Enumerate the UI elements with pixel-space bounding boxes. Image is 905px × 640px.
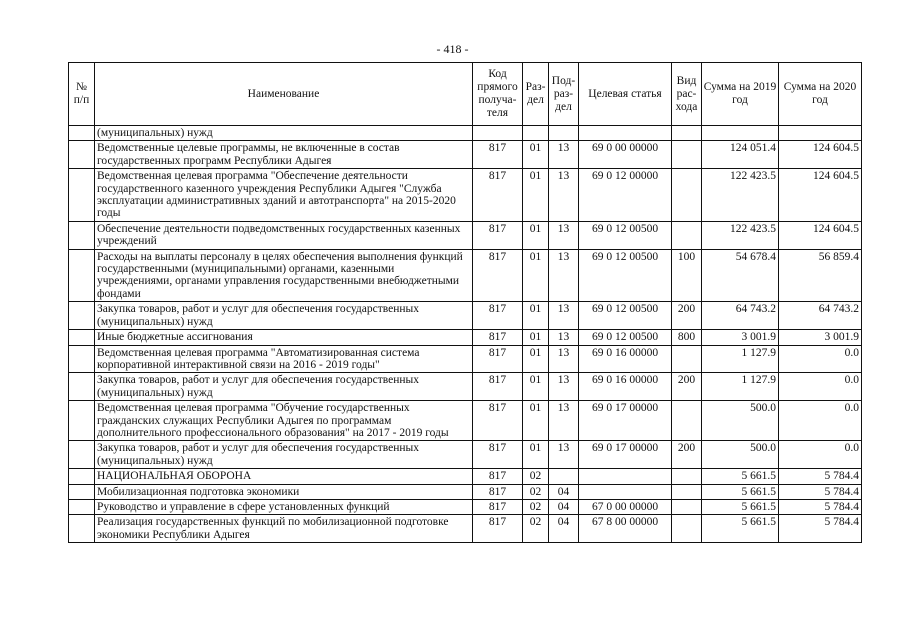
row-sum-2020-cell: 5 784.4 xyxy=(779,469,862,484)
row-podrazdel-cell: 13 xyxy=(549,330,579,345)
table-body xyxy=(69,126,862,543)
row-code-cell: 817 xyxy=(473,302,523,330)
row-num-cell xyxy=(69,499,95,514)
row-num-cell xyxy=(69,221,95,249)
row-sum-2020-cell: 56 859.4 xyxy=(779,249,862,302)
row-article-cell: 69 0 17 00000 xyxy=(579,441,672,469)
table-row xyxy=(69,469,862,484)
table-row xyxy=(69,401,862,441)
row-sum-2020-cell: 124 604.5 xyxy=(779,141,862,169)
row-name-cell: Иные бюджетные ассигнования xyxy=(95,330,473,345)
row-podrazdel-cell: 13 xyxy=(549,169,579,222)
row-podrazdel-cell: 13 xyxy=(549,221,579,249)
table-row xyxy=(69,515,862,543)
header-sum-2019: Сумма на 2019 год xyxy=(702,63,779,126)
row-vid-cell: 200 xyxy=(672,441,702,469)
row-num-cell xyxy=(69,302,95,330)
row-razdel-cell: 02 xyxy=(523,499,549,514)
row-code-cell: 817 xyxy=(473,515,523,543)
table-row xyxy=(69,330,862,345)
row-sum-2020-cell: 5 784.4 xyxy=(779,484,862,499)
row-sum-2019-cell: 500.0 xyxy=(702,401,779,441)
row-vid-cell xyxy=(672,499,702,514)
row-podrazdel-cell xyxy=(549,126,579,141)
row-razdel-cell xyxy=(523,126,549,141)
row-name-cell: Ведомственная целевая программа "Обеспечение деятельности государственного казенного учреждения Республики Адыгея "Служба эксплуатации административных зданий и автотранспорта" на 2015-2020 годы xyxy=(95,169,473,222)
row-razdel-cell: 01 xyxy=(523,169,549,222)
row-sum-2019-cell: 122 423.5 xyxy=(702,169,779,222)
row-code-cell: 817 xyxy=(473,401,523,441)
row-sum-2020-cell: 0.0 xyxy=(779,401,862,441)
row-sum-2019-cell: 122 423.5 xyxy=(702,221,779,249)
row-num-cell xyxy=(69,469,95,484)
row-sum-2019-cell: 64 743.2 xyxy=(702,302,779,330)
header-razdel: Раз-дел xyxy=(523,63,549,126)
table-row xyxy=(69,499,862,514)
row-code-cell: 817 xyxy=(473,249,523,302)
row-article-cell xyxy=(579,469,672,484)
row-name-cell: Ведомственные целевые программы, не включенные в состав государственных программ Республики Адыгея xyxy=(95,141,473,169)
row-code-cell: 817 xyxy=(473,330,523,345)
table-row xyxy=(69,126,862,141)
row-code-cell: 817 xyxy=(473,345,523,373)
row-vid-cell xyxy=(672,469,702,484)
row-num-cell xyxy=(69,330,95,345)
row-article-cell xyxy=(579,126,672,141)
row-article-cell: 69 0 16 00000 xyxy=(579,345,672,373)
row-article-cell: 67 8 00 00000 xyxy=(579,515,672,543)
row-sum-2019-cell: 1 127.9 xyxy=(702,373,779,401)
row-razdel-cell: 01 xyxy=(523,401,549,441)
row-article-cell xyxy=(579,484,672,499)
row-article-cell: 67 0 00 00000 xyxy=(579,499,672,514)
row-num-cell xyxy=(69,373,95,401)
row-article-cell: 69 0 12 00500 xyxy=(579,302,672,330)
row-code-cell: 817 xyxy=(473,221,523,249)
row-num-cell xyxy=(69,441,95,469)
row-razdel-cell: 01 xyxy=(523,221,549,249)
row-sum-2019-cell: 54 678.4 xyxy=(702,249,779,302)
row-razdel-cell: 02 xyxy=(523,515,549,543)
row-name-cell: (муниципальных) нужд xyxy=(95,126,473,141)
table-row xyxy=(69,441,862,469)
row-sum-2019-cell: 5 661.5 xyxy=(702,515,779,543)
row-razdel-cell: 01 xyxy=(523,302,549,330)
row-vid-cell xyxy=(672,345,702,373)
row-vid-cell xyxy=(672,169,702,222)
header-name: Наименование xyxy=(95,63,473,126)
row-vid-cell: 100 xyxy=(672,249,702,302)
row-name-cell: Расходы на выплаты персоналу в целях обеспечения выполнения функций государственными (муниципальными) органами, казенными учреждениями, органами управления государственными внебюджетными фондами xyxy=(95,249,473,302)
table-row xyxy=(69,141,862,169)
row-vid-cell xyxy=(672,515,702,543)
row-num-cell xyxy=(69,401,95,441)
row-sum-2020-cell xyxy=(779,126,862,141)
row-name-cell: Закупка товаров, работ и услуг для обеспечения государственных (муниципальных) нужд xyxy=(95,441,473,469)
row-num-cell xyxy=(69,249,95,302)
row-num-cell xyxy=(69,484,95,499)
row-vid-cell xyxy=(672,221,702,249)
header-vid: Вид рас-хода xyxy=(672,63,702,126)
row-article-cell: 69 0 12 00500 xyxy=(579,249,672,302)
table-row xyxy=(69,302,862,330)
budget-table xyxy=(68,62,862,543)
row-sum-2020-cell: 5 784.4 xyxy=(779,515,862,543)
row-sum-2020-cell: 124 604.5 xyxy=(779,221,862,249)
header-podrazdel: Под-раз-дел xyxy=(549,63,579,126)
table-row xyxy=(69,169,862,222)
row-sum-2020-cell: 0.0 xyxy=(779,441,862,469)
row-code-cell: 817 xyxy=(473,469,523,484)
row-sum-2020-cell: 0.0 xyxy=(779,345,862,373)
row-podrazdel-cell xyxy=(549,469,579,484)
row-code-cell: 817 xyxy=(473,484,523,499)
row-razdel-cell: 02 xyxy=(523,484,549,499)
row-sum-2019-cell: 5 661.5 xyxy=(702,499,779,514)
row-vid-cell: 200 xyxy=(672,302,702,330)
row-razdel-cell: 01 xyxy=(523,330,549,345)
row-code-cell: 817 xyxy=(473,169,523,222)
row-num-cell xyxy=(69,141,95,169)
row-vid-cell: 200 xyxy=(672,373,702,401)
page-number: - 418 - xyxy=(436,42,469,56)
row-razdel-cell: 01 xyxy=(523,249,549,302)
row-name-cell: Реализация государственных функций по мобилизационной подготовке экономики Республики Адыгея xyxy=(95,515,473,543)
row-vid-cell xyxy=(672,141,702,169)
row-sum-2019-cell xyxy=(702,126,779,141)
row-article-cell: 69 0 00 00000 xyxy=(579,141,672,169)
row-vid-cell: 800 xyxy=(672,330,702,345)
row-code-cell: 817 xyxy=(473,441,523,469)
row-razdel-cell: 01 xyxy=(523,141,549,169)
row-podrazdel-cell: 04 xyxy=(549,499,579,514)
row-sum-2019-cell: 3 001.9 xyxy=(702,330,779,345)
table-row xyxy=(69,221,862,249)
row-podrazdel-cell: 04 xyxy=(549,484,579,499)
row-podrazdel-cell: 04 xyxy=(549,515,579,543)
row-article-cell: 69 0 12 00000 xyxy=(579,169,672,222)
row-num-cell xyxy=(69,126,95,141)
row-sum-2020-cell: 124 604.5 xyxy=(779,169,862,222)
row-podrazdel-cell: 13 xyxy=(549,302,579,330)
row-vid-cell xyxy=(672,484,702,499)
row-article-cell: 69 0 16 00000 xyxy=(579,373,672,401)
header-code: Код прямого получа-теля xyxy=(473,63,523,126)
row-vid-cell xyxy=(672,126,702,141)
row-razdel-cell: 02 xyxy=(523,469,549,484)
row-name-cell: Руководство и управление в сфере установленных функций xyxy=(95,499,473,514)
row-num-cell xyxy=(69,515,95,543)
row-code-cell: 817 xyxy=(473,499,523,514)
row-sum-2019-cell: 124 051.4 xyxy=(702,141,779,169)
header-article: Целевая статья xyxy=(579,63,672,126)
row-vid-cell xyxy=(672,401,702,441)
row-razdel-cell: 01 xyxy=(523,345,549,373)
row-article-cell: 69 0 12 00500 xyxy=(579,330,672,345)
row-razdel-cell: 01 xyxy=(523,441,549,469)
row-sum-2020-cell: 5 784.4 xyxy=(779,499,862,514)
row-code-cell: 817 xyxy=(473,373,523,401)
row-sum-2019-cell: 5 661.5 xyxy=(702,469,779,484)
table-row xyxy=(69,373,862,401)
row-name-cell: Мобилизационная подготовка экономики xyxy=(95,484,473,499)
table-row xyxy=(69,484,862,499)
header-num: № п/п xyxy=(69,63,95,126)
row-razdel-cell: 01 xyxy=(523,373,549,401)
row-name-cell: НАЦИОНАЛЬНАЯ ОБОРОНА xyxy=(95,469,473,484)
row-num-cell xyxy=(69,169,95,222)
row-sum-2020-cell: 64 743.2 xyxy=(779,302,862,330)
row-article-cell: 69 0 17 00000 xyxy=(579,401,672,441)
table-header-row xyxy=(69,63,862,126)
header-sum-2020: Сумма на 2020 год xyxy=(779,63,862,126)
row-podrazdel-cell: 13 xyxy=(549,249,579,302)
row-article-cell: 69 0 12 00500 xyxy=(579,221,672,249)
row-name-cell: Ведомственная целевая программа "Автоматизированная система корпоративной интерактивной связи на 2016 - 2019 годы" xyxy=(95,345,473,373)
row-sum-2019-cell: 1 127.9 xyxy=(702,345,779,373)
row-sum-2020-cell: 3 001.9 xyxy=(779,330,862,345)
table-row xyxy=(69,249,862,302)
row-code-cell xyxy=(473,126,523,141)
row-podrazdel-cell: 13 xyxy=(549,141,579,169)
row-sum-2019-cell: 5 661.5 xyxy=(702,484,779,499)
row-num-cell xyxy=(69,345,95,373)
row-name-cell: Закупка товаров, работ и услуг для обеспечения государственных (муниципальных) нужд xyxy=(95,302,473,330)
row-sum-2020-cell: 0.0 xyxy=(779,373,862,401)
row-code-cell: 817 xyxy=(473,141,523,169)
row-name-cell: Закупка товаров, работ и услуг для обеспечения государственных (муниципальных) нужд xyxy=(95,373,473,401)
row-podrazdel-cell: 13 xyxy=(549,373,579,401)
row-sum-2019-cell: 500.0 xyxy=(702,441,779,469)
row-name-cell: Обеспечение деятельности подведомственных государственных казенных учреждений xyxy=(95,221,473,249)
row-podrazdel-cell: 13 xyxy=(549,441,579,469)
row-podrazdel-cell: 13 xyxy=(549,401,579,441)
row-name-cell: Ведомственная целевая программа "Обучение государственных гражданских служащих Республики Адыгея по программам дополнительного профессионального образования" на 2017 - 2019 годы xyxy=(95,401,473,441)
row-podrazdel-cell: 13 xyxy=(549,345,579,373)
table-row xyxy=(69,345,862,373)
